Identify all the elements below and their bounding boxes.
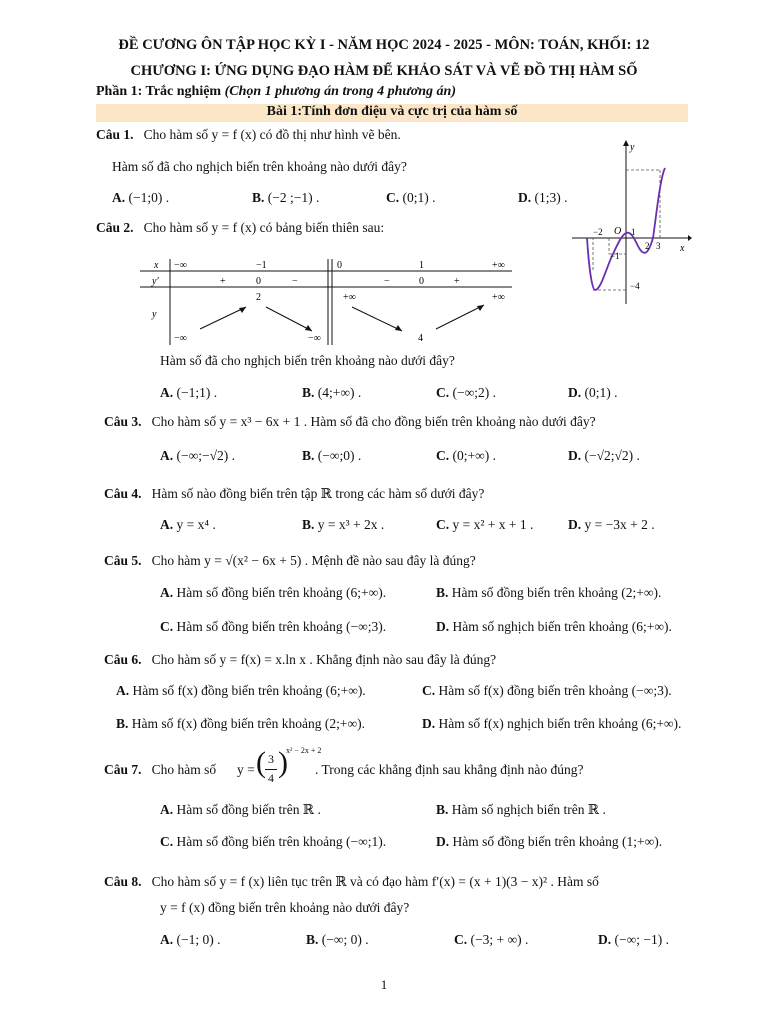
- option-key: B.: [306, 932, 319, 947]
- y-value: 4: [418, 333, 423, 344]
- question-5: [104, 553, 476, 569]
- q4-option-a: [160, 517, 216, 533]
- q4-option-d: [568, 517, 655, 533]
- q3-option-d: [568, 448, 640, 464]
- fraction-bar: [265, 769, 277, 770]
- q6-option-b: [116, 716, 365, 732]
- option-value: (−3; + ∞) .: [470, 932, 529, 947]
- close-paren-icon: ): [278, 746, 288, 779]
- fraction-denominator: 4: [268, 771, 274, 785]
- option-key: D.: [436, 834, 450, 849]
- open-paren-icon: (: [256, 746, 266, 779]
- q4-option-b: [302, 517, 384, 533]
- sign: +: [220, 276, 226, 287]
- q2-option-d: [568, 385, 618, 401]
- option-value: (−2 ;−1) .: [267, 190, 320, 205]
- q2-option-b: [302, 385, 361, 401]
- option-value: y = −3x + 2 .: [584, 517, 655, 532]
- question-3: [104, 414, 596, 430]
- option-key: B.: [436, 802, 449, 817]
- part-note: (Chọn 1 phương án trong 4 phương án): [224, 84, 456, 99]
- option-value: y = x³ + 2x .: [317, 517, 385, 532]
- x-value: −∞: [174, 260, 187, 271]
- option-value: (0;1) .: [584, 385, 618, 400]
- option-value: Hàm số nghịch biến trên ℝ .: [451, 802, 606, 817]
- option-key: C.: [454, 932, 468, 947]
- option-value: (0;1) .: [402, 190, 436, 205]
- y-value: 2: [256, 292, 261, 303]
- question-label: Câu 6.: [104, 652, 142, 667]
- option-key: B.: [302, 448, 315, 463]
- question-2-sub: Hàm số đã cho nghịch biến trên khoảng nào dưới đây?: [160, 353, 455, 368]
- option-value: Hàm số nghịch biến trên khoảng (6;+∞).: [452, 619, 672, 634]
- option-value: (−1;0) .: [128, 190, 170, 205]
- option-value: y = x⁴ .: [176, 517, 216, 532]
- row-x-label: x: [154, 260, 159, 271]
- option-key: D.: [518, 190, 532, 205]
- y-value: −∞: [308, 333, 321, 344]
- option-value: y = x² + x + 1 .: [452, 517, 534, 532]
- option-key: B.: [302, 385, 315, 400]
- chapter-title: CHƯƠNG I: ỨNG DỤNG ĐẠO HÀM ĐỂ KHẢO SÁT VÀ VẼ ĐỒ THỊ HÀM SỐ: [130, 63, 638, 79]
- row-yprime-label: y′: [152, 276, 159, 287]
- question-text: Cho hàm số y = f (x) có bảng biến thiên sau:: [143, 220, 385, 235]
- question-text: Cho hàm số y = f (x) liên tục trên ℝ và có đạo hàm f′(x) = (x + 1)(3 − x)² . Hàm số: [151, 874, 599, 889]
- question-label: Câu 2.: [96, 220, 134, 235]
- question-text: Cho hàm số: [151, 762, 217, 777]
- decrease-arrow-icon: [352, 307, 402, 331]
- q1-option-d: [518, 190, 568, 206]
- option-key: C.: [436, 517, 450, 532]
- option-value: (4;+∞) .: [317, 385, 362, 400]
- option-key: A.: [160, 517, 174, 532]
- document-title: ĐỀ CƯƠNG ÔN TẬP HỌC KỲ I - NĂM HỌC 2024 - 2025 - MÔN: TOÁN, KHỐI: 12: [118, 37, 650, 53]
- question-7-text: . Trong các khẳng định sau khẳng định nào đúng?: [315, 762, 584, 777]
- option-value: Hàm số f(x) đồng biến trên khoảng (−∞;3).: [438, 683, 672, 698]
- q8-option-d: [598, 932, 669, 948]
- option-value: (1;3) .: [534, 190, 568, 205]
- option-key: D.: [436, 619, 450, 634]
- q8-option-a: [160, 932, 220, 948]
- q5-option-c: [160, 619, 386, 635]
- option-key: B.: [302, 517, 315, 532]
- page-number: 1: [380, 977, 388, 992]
- tick-label: 3: [656, 241, 661, 251]
- origin-label: O: [614, 226, 622, 237]
- q7-option-c: [160, 834, 386, 850]
- decrease-arrow-icon: [266, 307, 312, 331]
- question-text: Cho hàm số y = f (x) có đồ thị như hình vẽ bên.: [143, 127, 401, 142]
- option-value: (−∞;0) .: [317, 448, 362, 463]
- option-value: (−√2;√2) .: [584, 448, 640, 463]
- option-value: (−∞; −1) .: [614, 932, 669, 947]
- option-key: C.: [160, 834, 174, 849]
- x-value: 0: [337, 260, 342, 271]
- part-heading: [96, 84, 456, 100]
- q3-option-c: [436, 448, 496, 464]
- increase-arrow-icon: [200, 307, 246, 329]
- option-value: (−∞;2) .: [452, 385, 496, 400]
- option-value: Hàm số đồng biến trên khoảng (−∞;3).: [176, 619, 387, 634]
- x-value: 1: [419, 260, 424, 271]
- q3-option-a: [160, 448, 235, 464]
- question-label: Câu 4.: [104, 486, 142, 501]
- q6-option-c: [422, 683, 672, 699]
- question-6: [104, 652, 496, 668]
- option-value: Hàm số đồng biến trên khoảng (6;+∞).: [176, 585, 387, 600]
- question-4: [104, 486, 484, 502]
- option-value: (−1; 0) .: [176, 932, 221, 947]
- q7-option-b: [436, 802, 606, 818]
- option-key: A.: [160, 585, 174, 600]
- sign: −: [292, 276, 298, 287]
- question-2: [96, 220, 384, 236]
- option-key: C.: [160, 619, 174, 634]
- option-value: Hàm số đồng biến trên khoảng (1;+∞).: [452, 834, 663, 849]
- option-key: D.: [422, 716, 436, 731]
- question-text: Cho hàm y = √(x² − 6x + 5) . Mệnh đề nào sau đây là đúng?: [151, 553, 476, 568]
- row-y-label: y: [152, 309, 157, 320]
- q5-option-a: [160, 585, 386, 601]
- variation-table: [140, 255, 514, 347]
- x-axis-arrow-icon: [688, 235, 692, 241]
- option-value: (0;+∞) .: [452, 448, 496, 463]
- tick-label: 2: [645, 241, 650, 251]
- option-value: Hàm số đồng biến trên khoảng (2;+∞).: [451, 585, 662, 600]
- q5-option-b: [436, 585, 661, 601]
- option-value: (−∞;−√2) .: [176, 448, 236, 463]
- option-key: C.: [436, 448, 450, 463]
- question-1: [96, 127, 401, 143]
- option-key: A.: [160, 802, 174, 817]
- sign: −: [384, 276, 390, 287]
- function-graph: [568, 138, 692, 306]
- q8-option-b: [306, 932, 369, 948]
- q7-option-a: [160, 802, 321, 818]
- option-value: Hàm số đồng biến trên khoảng (−∞;1).: [176, 834, 387, 849]
- q2-option-a: [160, 385, 217, 401]
- option-key: A.: [160, 932, 174, 947]
- y-value: +∞: [492, 292, 505, 303]
- question-1-sub: Hàm số đã cho nghịch biến trên khoảng nào dưới đây?: [112, 159, 407, 174]
- x-value: +∞: [492, 260, 505, 271]
- y-value: −∞: [174, 333, 187, 344]
- option-key: A.: [160, 448, 174, 463]
- option-key: C.: [386, 190, 400, 205]
- sign: 0: [419, 276, 424, 287]
- question-label: Câu 3.: [104, 414, 142, 429]
- increase-arrow-icon: [436, 305, 484, 329]
- q8-option-c: [454, 932, 528, 948]
- option-key: D.: [568, 448, 582, 463]
- q7-option-d: [436, 834, 662, 850]
- q3-option-b: [302, 448, 361, 464]
- option-value: Hàm số đồng biến trên ℝ .: [176, 802, 321, 817]
- option-key: D.: [598, 932, 612, 947]
- y-value: +∞: [343, 292, 356, 303]
- option-value: (−1;1) .: [176, 385, 218, 400]
- option-value: Hàm số f(x) đồng biến trên khoảng (2;+∞).: [131, 716, 365, 731]
- part-label: Phần 1: Trắc nghiệm: [96, 84, 222, 99]
- q6-option-a: [116, 683, 366, 699]
- question-label: Câu 5.: [104, 553, 142, 568]
- question-text: Cho hàm số y = x³ − 6x + 1 . Hàm số đã cho đồng biến trên khoảng nào dưới đây?: [151, 414, 596, 429]
- exponent: x² − 2x + 2: [286, 746, 322, 755]
- question-label: Câu 1.: [96, 127, 134, 142]
- option-key: D.: [568, 517, 582, 532]
- y-axis-arrow-icon: [623, 140, 629, 146]
- q5-option-d: [436, 619, 672, 635]
- q4-option-c: [436, 517, 533, 533]
- option-value: Hàm số f(x) đồng biến trên khoảng (6;+∞).: [132, 683, 366, 698]
- sign: 0: [256, 276, 261, 287]
- question-text: Cho hàm số y = f(x) = x.ln x . Khẳng định nào sau đây là đúng?: [151, 652, 497, 667]
- sign: +: [454, 276, 460, 287]
- question-8: [104, 874, 599, 890]
- question-label: Câu 7.: [104, 762, 142, 777]
- option-key: B.: [252, 190, 265, 205]
- option-key: C.: [422, 683, 436, 698]
- tick-label: −2: [593, 227, 603, 237]
- q1-option-c: [386, 190, 436, 206]
- q2-option-c: [436, 385, 496, 401]
- option-key: A.: [112, 190, 126, 205]
- tick-label: 1: [631, 227, 636, 237]
- option-key: D.: [568, 385, 582, 400]
- x-value: −1: [256, 260, 267, 271]
- option-key: B.: [116, 716, 129, 731]
- option-value: (−∞; 0) .: [321, 932, 369, 947]
- lesson-title: Bài 1:Tính đơn điệu và cực trị của hàm số: [266, 104, 518, 119]
- option-key: A.: [116, 683, 130, 698]
- q1-option-b: [252, 190, 319, 206]
- y-axis-label: y: [630, 142, 635, 153]
- tick-label: −1: [610, 251, 620, 261]
- q6-option-d: [422, 716, 681, 732]
- question-label: Câu 8.: [104, 874, 142, 889]
- fraction-numerator: 3: [268, 752, 274, 766]
- option-key: A.: [160, 385, 174, 400]
- question-7-label: [104, 762, 216, 778]
- q1-option-a: [112, 190, 169, 206]
- question-text: Hàm số nào đồng biến trên tập ℝ trong các hàm số dưới đây?: [151, 486, 485, 501]
- option-value: Hàm số f(x) nghịch biến trên khoảng (6;+∞).: [438, 716, 682, 731]
- min-value-label: −4: [630, 281, 640, 291]
- question-8-sub: y = f (x) đồng biến trên khoảng nào dưới đây?: [160, 900, 410, 915]
- option-key: C.: [436, 385, 450, 400]
- x-axis-label: x: [680, 243, 685, 254]
- option-key: B.: [436, 585, 449, 600]
- q7-formula-y: y =: [237, 762, 255, 777]
